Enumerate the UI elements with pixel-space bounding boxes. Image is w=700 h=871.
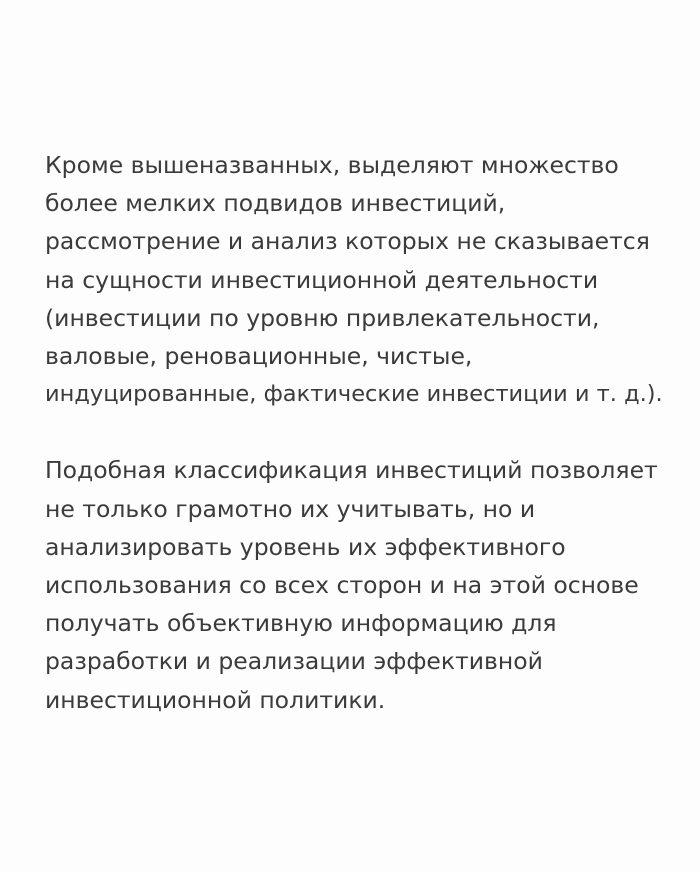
- text-line: инвестиционной политики.: [45, 685, 386, 714]
- text-line: Подобная классификация инвестиций позволяет: [45, 456, 658, 485]
- text-line: более мелких подвидов инвестиций,: [45, 189, 506, 218]
- text-line: не только грамотно их учитывать, но и: [45, 494, 536, 523]
- text-line: анализировать уровень их эффективного: [45, 532, 566, 561]
- text-line: получать объективную информацию для: [45, 609, 557, 638]
- text-line: на сущности инвестиционной деятельности: [45, 265, 599, 294]
- text-line: рассмотрение и анализ которых не сказывается: [45, 227, 650, 256]
- text-line: использования со всех сторон и на этой основе: [45, 571, 639, 600]
- text-line: валовые, реновационные, чистые,: [45, 342, 473, 371]
- paragraph-2: [45, 451, 675, 718]
- document-body: [45, 146, 675, 719]
- text-line: (инвестиции по уровню привлекательности,: [45, 303, 600, 332]
- text-line: индуцированные, фактические инвестиции и т. д.).: [45, 381, 663, 408]
- paragraph-1: [45, 146, 675, 413]
- text-line: Кроме вышеназванных, выделяют множество: [45, 151, 619, 179]
- text-line: разработки и реализации эффективной: [45, 647, 543, 676]
